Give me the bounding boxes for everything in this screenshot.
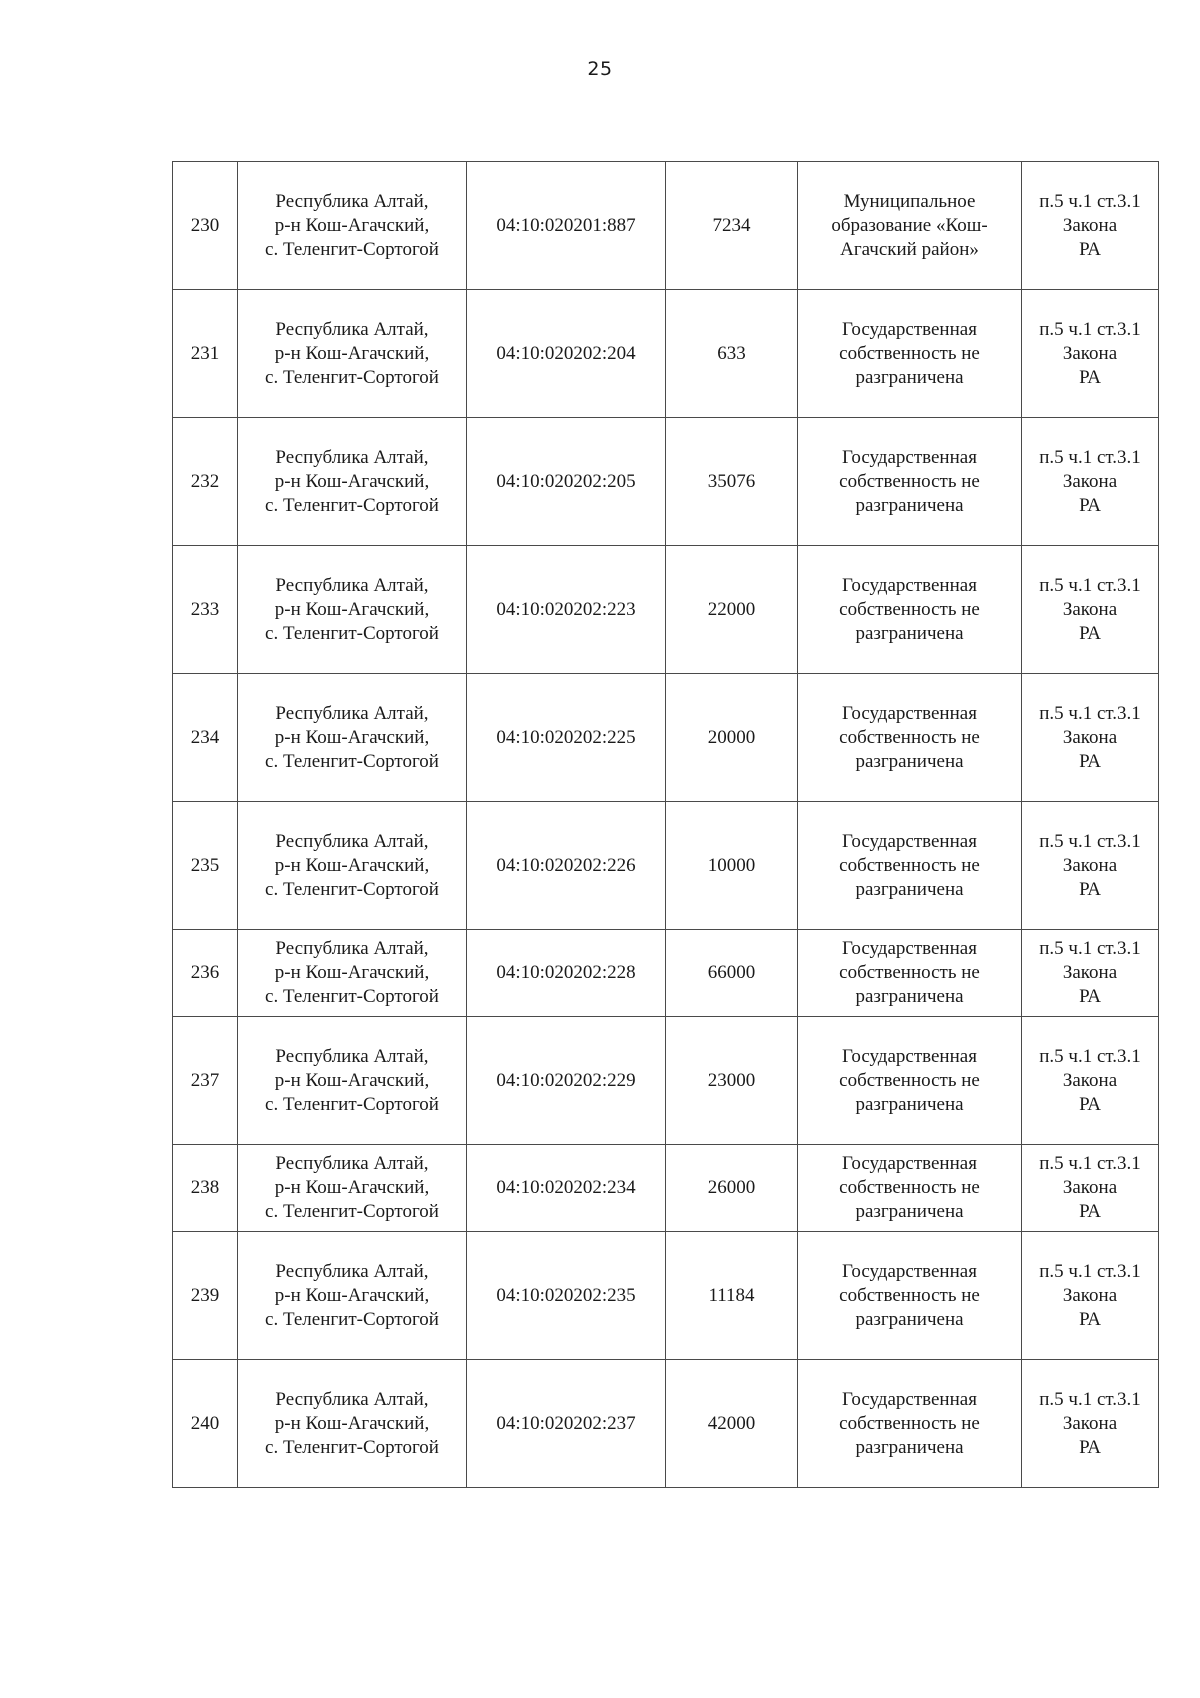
ownership-line: собственность не: [839, 1412, 980, 1434]
address-cell: [238, 1145, 467, 1232]
address-line: Республика Алтай,: [275, 1260, 429, 1282]
row-number-cell: 235: [173, 802, 238, 930]
address-line: Республика Алтай,: [275, 1153, 429, 1174]
legal-basis-line: РА: [1079, 494, 1101, 516]
address-line: с. Теленгит-Сортогой: [265, 1201, 439, 1222]
area-cell: 23000: [666, 1017, 798, 1145]
table-row: [173, 1232, 1159, 1360]
ownership-line: Государственная: [842, 1388, 977, 1410]
ownership-cell: [798, 418, 1022, 546]
ownership-line: Государственная: [842, 1260, 977, 1282]
legal-basis-line: РА: [1079, 1436, 1101, 1458]
cadastral-number-cell: 04:10:020202:234: [467, 1145, 666, 1232]
legal-basis-line: п.5 ч.1 ст.3.1 Закона: [1039, 830, 1141, 876]
row-number-cell: 233: [173, 546, 238, 674]
table-row: [173, 1145, 1159, 1232]
table-row: [173, 546, 1159, 674]
legal-basis-line: п.5 ч.1 ст.3.1 Закона: [1039, 1045, 1141, 1091]
address-cell: [238, 162, 467, 290]
legal-basis-line: РА: [1079, 1201, 1101, 1222]
legal-basis-line: п.5 ч.1 ст.3.1 Закона: [1039, 702, 1141, 748]
table-row: [173, 290, 1159, 418]
table-row: [173, 930, 1159, 1017]
ownership-line: собственность не: [839, 726, 980, 748]
address-line: Республика Алтай,: [275, 574, 429, 596]
row-number-cell: 230: [173, 162, 238, 290]
land-plot-table-body: [173, 162, 1159, 1488]
ownership-line: Государственная: [842, 318, 977, 340]
cadastral-number-cell: 04:10:020201:887: [467, 162, 666, 290]
area-cell: 26000: [666, 1145, 798, 1232]
address-line: р-н Кош-Агачский,: [274, 470, 430, 492]
ownership-line: собственность не: [839, 470, 980, 492]
ownership-line: разграничена: [855, 622, 964, 644]
legal-basis-line: РА: [1079, 986, 1101, 1007]
address-line: Республика Алтай,: [275, 446, 429, 468]
address-line: Республика Алтай,: [275, 1388, 429, 1410]
address-cell: [238, 802, 467, 930]
legal-basis-cell: [1022, 546, 1159, 674]
cadastral-number-cell: 04:10:020202:205: [467, 418, 666, 546]
ownership-line: разграничена: [855, 494, 964, 516]
ownership-line: разграничена: [855, 1308, 964, 1330]
ownership-line: разграничена: [855, 750, 964, 772]
table-row: [173, 418, 1159, 546]
ownership-line: собственность не: [839, 962, 980, 983]
address-cell: [238, 418, 467, 546]
ownership-cell: [798, 1232, 1022, 1360]
ownership-cell: [798, 162, 1022, 290]
ownership-line: разграничена: [855, 878, 964, 900]
table-row: [173, 802, 1159, 930]
area-cell: 20000: [666, 674, 798, 802]
legal-basis-cell: [1022, 802, 1159, 930]
legal-basis-cell: [1022, 1360, 1159, 1488]
area-cell: 11184: [666, 1232, 798, 1360]
address-line: с. Теленгит-Сортогой: [265, 622, 439, 644]
page-number: 25: [587, 58, 613, 80]
ownership-line: разграничена: [855, 986, 964, 1007]
ownership-line: Агачский район»: [840, 238, 979, 260]
ownership-line: Государственная: [842, 574, 977, 596]
row-number-cell: 232: [173, 418, 238, 546]
legal-basis-cell: [1022, 162, 1159, 290]
legal-basis-cell: [1022, 1145, 1159, 1232]
ownership-line: Государственная: [842, 938, 977, 959]
address-line: р-н Кош-Агачский,: [274, 1412, 430, 1434]
address-line: р-н Кош-Агачский,: [274, 598, 430, 620]
area-cell: 35076: [666, 418, 798, 546]
area-cell: 22000: [666, 546, 798, 674]
ownership-line: собственность не: [839, 598, 980, 620]
cadastral-number-cell: 04:10:020202:223: [467, 546, 666, 674]
ownership-line: собственность не: [839, 1177, 980, 1198]
row-number-cell: 236: [173, 930, 238, 1017]
ownership-cell: [798, 802, 1022, 930]
address-line: Республика Алтай,: [275, 318, 429, 340]
legal-basis-line: РА: [1079, 1093, 1101, 1115]
legal-basis-line: п.5 ч.1 ст.3.1 Закона: [1039, 574, 1141, 620]
address-line: Республика Алтай,: [275, 702, 429, 724]
address-cell: [238, 1017, 467, 1145]
legal-basis-line: РА: [1079, 1308, 1101, 1330]
ownership-cell: [798, 546, 1022, 674]
address-line: Республика Алтай,: [275, 1045, 429, 1067]
cadastral-number-cell: 04:10:020202:226: [467, 802, 666, 930]
ownership-line: Государственная: [842, 1153, 977, 1174]
legal-basis-line: п.5 ч.1 ст.3.1 Закона: [1039, 190, 1141, 236]
legal-basis-cell: [1022, 1017, 1159, 1145]
address-line: с. Теленгит-Сортогой: [265, 878, 439, 900]
ownership-cell: [798, 1017, 1022, 1145]
address-line: с. Теленгит-Сортогой: [265, 750, 439, 772]
ownership-line: Государственная: [842, 1045, 977, 1067]
ownership-line: Муниципальное: [843, 190, 976, 212]
ownership-line: разграничена: [855, 1093, 964, 1115]
legal-basis-line: РА: [1079, 878, 1101, 900]
address-line: Республика Алтай,: [275, 190, 429, 212]
address-cell: [238, 290, 467, 418]
table-row: [173, 1360, 1159, 1488]
address-line: р-н Кош-Агачский,: [274, 854, 430, 876]
address-line: с. Теленгит-Сортогой: [265, 1436, 439, 1458]
legal-basis-cell: [1022, 290, 1159, 418]
address-cell: [238, 1360, 467, 1488]
table-row: [173, 162, 1159, 290]
address-line: р-н Кош-Агачский,: [274, 1284, 430, 1306]
address-cell: [238, 930, 467, 1017]
address-line: Республика Алтай,: [275, 938, 429, 959]
cadastral-number-cell: 04:10:020202:225: [467, 674, 666, 802]
address-line: р-н Кош-Агачский,: [274, 962, 430, 983]
address-line: с. Теленгит-Сортогой: [265, 238, 439, 260]
address-line: р-н Кош-Агачский,: [274, 1069, 430, 1091]
address-line: р-н Кош-Агачский,: [274, 342, 430, 364]
cadastral-number-cell: 04:10:020202:237: [467, 1360, 666, 1488]
legal-basis-line: РА: [1079, 622, 1101, 644]
address-line: с. Теленгит-Сортогой: [265, 366, 439, 388]
legal-basis-line: РА: [1079, 366, 1101, 388]
area-cell: 7234: [666, 162, 798, 290]
address-line: р-н Кош-Агачский,: [274, 726, 430, 748]
address-cell: [238, 674, 467, 802]
land-plot-table: [172, 161, 1159, 1488]
address-cell: [238, 546, 467, 674]
ownership-cell: [798, 1145, 1022, 1232]
cadastral-number-cell: 04:10:020202:235: [467, 1232, 666, 1360]
ownership-line: образование «Кош-: [831, 214, 988, 236]
ownership-line: разграничена: [855, 366, 964, 388]
cadastral-number-cell: 04:10:020202:229: [467, 1017, 666, 1145]
ownership-cell: [798, 1360, 1022, 1488]
ownership-line: собственность не: [839, 342, 980, 364]
ownership-line: Государственная: [842, 446, 977, 468]
area-cell: 66000: [666, 930, 798, 1017]
address-line: р-н Кош-Агачский,: [274, 1177, 430, 1198]
legal-basis-cell: [1022, 930, 1159, 1017]
ownership-line: разграничена: [855, 1436, 964, 1458]
legal-basis-line: п.5 ч.1 ст.3.1 Закона: [1039, 1153, 1141, 1198]
legal-basis-line: п.5 ч.1 ст.3.1 Закона: [1039, 318, 1141, 364]
legal-basis-cell: [1022, 1232, 1159, 1360]
row-number-cell: 234: [173, 674, 238, 802]
row-number-cell: 237: [173, 1017, 238, 1145]
address-line: с. Теленгит-Сортогой: [265, 1093, 439, 1115]
ownership-cell: [798, 674, 1022, 802]
address-line: с. Теленгит-Сортогой: [265, 1308, 439, 1330]
address-line: с. Теленгит-Сортогой: [265, 986, 439, 1007]
row-number-cell: 231: [173, 290, 238, 418]
ownership-cell: [798, 290, 1022, 418]
cadastral-number-cell: 04:10:020202:228: [467, 930, 666, 1017]
legal-basis-line: РА: [1079, 238, 1101, 260]
ownership-cell: [798, 930, 1022, 1017]
legal-basis-cell: [1022, 674, 1159, 802]
ownership-line: собственность не: [839, 1069, 980, 1091]
legal-basis-line: п.5 ч.1 ст.3.1 Закона: [1039, 446, 1141, 492]
address-cell: [238, 1232, 467, 1360]
area-cell: 633: [666, 290, 798, 418]
address-line: р-н Кош-Агачский,: [274, 214, 430, 236]
row-number-cell: 238: [173, 1145, 238, 1232]
ownership-line: разграничена: [855, 1201, 964, 1222]
legal-basis-cell: [1022, 418, 1159, 546]
table-row: [173, 674, 1159, 802]
cadastral-number-cell: 04:10:020202:204: [467, 290, 666, 418]
area-cell: 42000: [666, 1360, 798, 1488]
legal-basis-line: п.5 ч.1 ст.3.1 Закона: [1039, 1388, 1141, 1434]
table-row: [173, 1017, 1159, 1145]
legal-basis-line: п.5 ч.1 ст.3.1 Закона: [1039, 1260, 1141, 1306]
ownership-line: Государственная: [842, 702, 977, 724]
address-line: с. Теленгит-Сортогой: [265, 494, 439, 516]
address-line: Республика Алтай,: [275, 830, 429, 852]
area-cell: 10000: [666, 802, 798, 930]
legal-basis-line: РА: [1079, 750, 1101, 772]
ownership-line: собственность не: [839, 854, 980, 876]
ownership-line: Государственная: [842, 830, 977, 852]
row-number-cell: 239: [173, 1232, 238, 1360]
legal-basis-line: п.5 ч.1 ст.3.1 Закона: [1039, 938, 1141, 983]
row-number-cell: 240: [173, 1360, 238, 1488]
ownership-line: собственность не: [839, 1284, 980, 1306]
